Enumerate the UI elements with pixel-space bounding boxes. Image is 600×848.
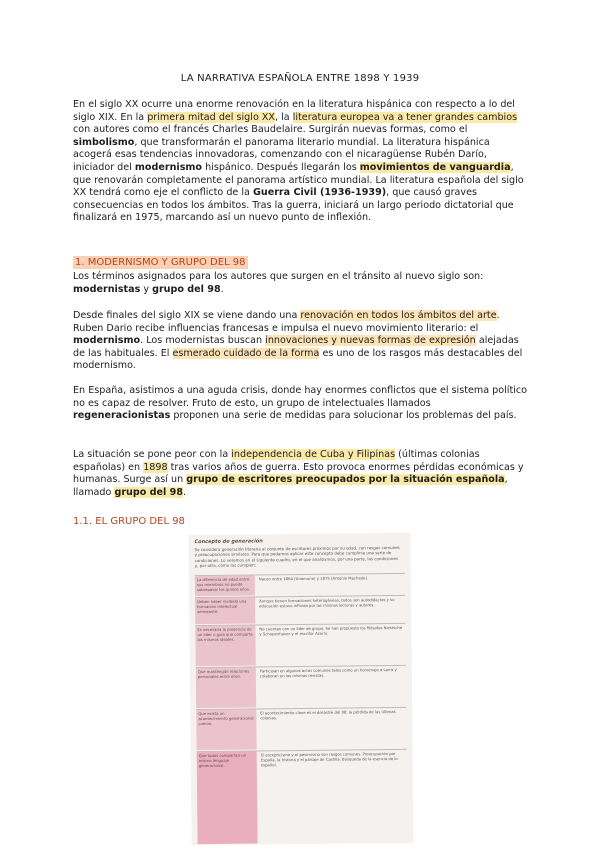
text: proponen una serie de medidas para solucionar los problemas del país. [170,410,517,422]
text: , que renovarán completamente el panorama artístico mundial. La literatura española del siglo XX tendrá como eje el conflicto de la [73,161,524,199]
table-cell-condition: Que mantengan relaciones personales entre ellos. [196,667,256,708]
bold-term: regeneracionistas [73,410,171,422]
bold-term: modernismo [73,335,141,347]
bold-term: Guerra Civil (1936-1939) [252,187,387,199]
table-row [195,595,405,623]
highlight: primera mitad del siglo XX [147,111,276,123]
photo-intro: Se considera generación literaria al conjunto de escritores próximos por su edad, con rasgos comunes y preocupaciones similares. Para que podamos aplicar este concepto debe cumplirse una serie de condiciones. Lo veremos en el siguiente cuadro, en el que analizamos, por una parte, las condiciones y, por otra, cómo las cumplen: [194,544,400,569]
highlight: literatura europea va a tener grandes cambios [292,111,518,123]
table-row [197,749,408,843]
text: En España, asistimos a una aguda crisis, donde hay enormes conflictos que el sistema político no es capaz de resolver. Fruto de esto, un grupo de intelectuales llamados [73,385,528,409]
text: tras varios años de guerra. Esto provoca enormes pérdidas económicas y humanas. Surge así un [73,461,524,486]
table-cell-fulfilment: Aunque tienen formaciones heterogéneas, todos son autodidactas y su educación estuvo influida por las mismas lecturas y autores. [259,597,395,609]
text: . [220,283,224,295]
text: es uno de los rasgos más destacables del modernismo. [73,347,523,372]
highlight: esmerado cuidado de la forma [172,347,320,359]
table-cell-condition: Que todos compartan un mismo lenguaje generacional. [197,751,258,844]
table-cell-fulfilment: No cuentan con un líder de grupo. Se han propuesto los filósofos Nietzsche y Schopenhauer y el escritor Azorín. [259,624,403,637]
highlight: grupo de escritores preocupados por la situación española [186,474,505,486]
text: , que causó graves consecuencias en todos los ámbitos. Tras la guerra, iniciará un largo periodo dictatorial que finalizará en 1975, marcando así un nuevo punto de inflexión. [73,187,514,224]
highlight: innovaciones y nuevas formas de expresión [265,335,476,347]
bold-term: modernismo [134,161,203,173]
text: y [140,283,153,295]
text: hispánico. Después llegarán los [202,161,360,173]
table-cell-condition: Es necesaria la presencia de un líder o guía que comparta los mismos ideales. [195,625,255,666]
table-row [195,573,405,595]
text: . [183,486,187,498]
bold-term: grupo del 98 [152,283,221,295]
section-heading-modernismo: 1. MODERNISMO Y GRUPO DEL 98 [75,257,246,268]
text: . Ruben Dario recibe influencias francesas e impulsa el nuevo movimiento literario: el [73,310,500,334]
table-cell-condition: Deben haber recibido una formación intelectual semejante. [195,597,255,624]
bold-term: simbolismo [73,136,135,148]
text: , llamado [73,474,508,498]
table-cell-condition: La diferencia de edad entre sus miembros no puede sobrepasar los quince años. [195,575,255,596]
text: Los términos asignados para los autores que surgen en el tránsito al nuevo siglo son: [73,271,484,282]
table-cell-fulfilment: Nacen entre 1864 (Unamuno) y 1875 (Antonio Machado). [258,575,369,582]
text: alejadas de las habituales. El [73,335,519,359]
table-row [196,707,406,749]
text: La situación se pone peor con la [73,449,232,460]
table-cell-condition: Que exista un acontecimiento generacional común. [196,709,256,750]
table-row [195,623,405,665]
document-title: LA NARRATIVA ESPAÑOLA ENTRE 1898 Y 1939 [180,73,420,84]
table-cell-fulfilment: Participan en algunos actos comunes tales como un homenaje a Larra y colaboran en las mismas revistas. [259,666,397,679]
table-cell-fulfilment: El escepticismo y el pesimismo son rasgos comunes. Preocupación por España, la historia y el paisaje de Castilla. Búsqueda de la esencia de lo español. [260,751,398,768]
text: . Los modernistas buscan [140,335,266,347]
bold-term: grupo del 98 [114,486,184,498]
text: con autores como el francés Charles Baudelaire. Surgirán nuevas formas, como el [73,124,468,136]
highlight: 1898 [143,461,168,473]
text: En el siglo XX ocurre una enorme renovación en la literatura hispánica con respecto a lo del siglo XIX. En la [73,99,515,123]
text: (últimas colonias españolas) en [73,449,480,473]
highlight: movimientos de vanguardia [359,161,511,173]
table-cell-fulfilment: El acontecimiento clave es el desastre del 98: la pérdida de las últimas colonias. [260,709,396,721]
photo-title: Concepto de generación [194,538,263,546]
paragraph-situacion [73,449,531,499]
paragraph-terms [73,271,531,296]
paragraph-crisis [73,385,531,423]
text: , la [275,111,293,123]
bold-term: modernistas [73,283,141,295]
paragraph-renovacion [73,310,531,373]
highlight: renovación en todos los ámbitos del arte [300,310,497,321]
text: , que transformarán el panorama literario mundial. La literatura hispánica acogerá esas tendencias innovadoras, comenzando con el nicaragüense Rubén Darío, iniciador del [73,136,490,173]
section-heading-grupo-98: 1.1. EL GRUPO DEL 98 [73,516,185,527]
table-row [196,665,406,707]
text: Desde finales del siglo XIX se viene dando una [73,310,301,321]
highlight: independencia de Cuba y Filipinas [231,449,396,460]
intro-paragraph [73,99,531,225]
generation-table-photo [188,533,413,845]
